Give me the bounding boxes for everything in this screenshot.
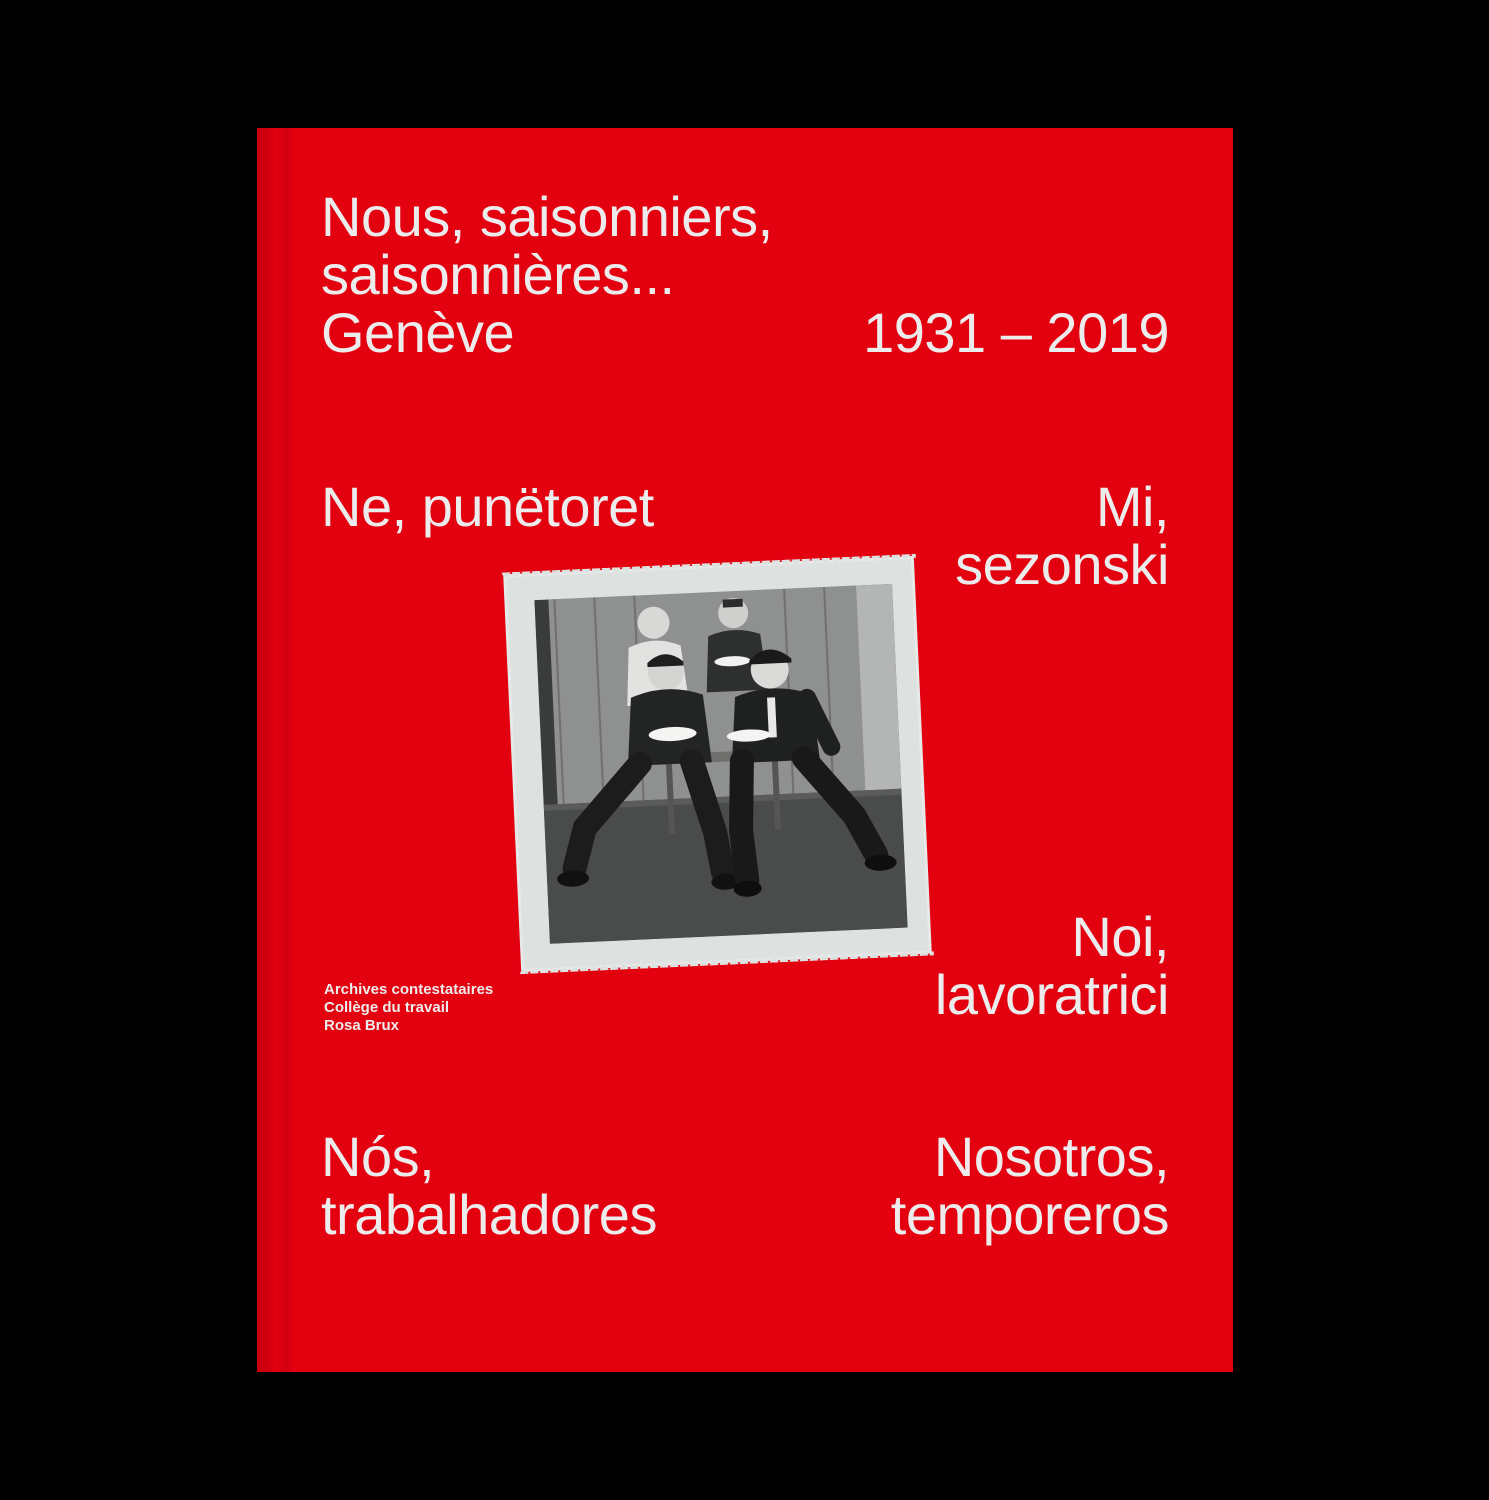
publishers [324, 981, 493, 1035]
italian-line-2: lavoratrici [934, 963, 1169, 1026]
vintage-photograph [506, 559, 928, 969]
photo-men-eating-spaghetti [534, 584, 907, 944]
title-line-2: saisonnières... [321, 243, 675, 306]
portuguese-title [321, 1125, 657, 1246]
publisher-1: Archives contestataires [324, 981, 494, 998]
spanish-line-1: Nosotros, [933, 1125, 1169, 1188]
albanian-title [321, 475, 654, 538]
spanish-line-2: temporeros [890, 1183, 1169, 1246]
italian-line-1: Noi, [1071, 905, 1169, 968]
italian-title [934, 905, 1169, 1026]
portuguese-line-2: trabalhadores [321, 1183, 657, 1246]
title-line-1: Nous, saisonniers, [321, 185, 773, 248]
publisher-3: Rosa Brux [324, 1017, 400, 1034]
spanish-title [890, 1125, 1169, 1246]
serbocroatian-line-1: Mi, [1095, 475, 1169, 538]
spine-edge [257, 128, 293, 1372]
serbocroatian-line-2: sezonski [955, 533, 1169, 596]
photo-illustration [534, 584, 907, 944]
years: 1931 – 2019 [863, 301, 1169, 364]
albanian-line-1: Ne, punëtoret [321, 475, 654, 538]
portuguese-line-1: Nós, [321, 1125, 435, 1188]
serbocroatian-title [955, 475, 1169, 596]
publisher-2: Collège du travail [324, 999, 450, 1016]
title-block [321, 185, 773, 364]
title-line-3: Genève [321, 301, 515, 364]
